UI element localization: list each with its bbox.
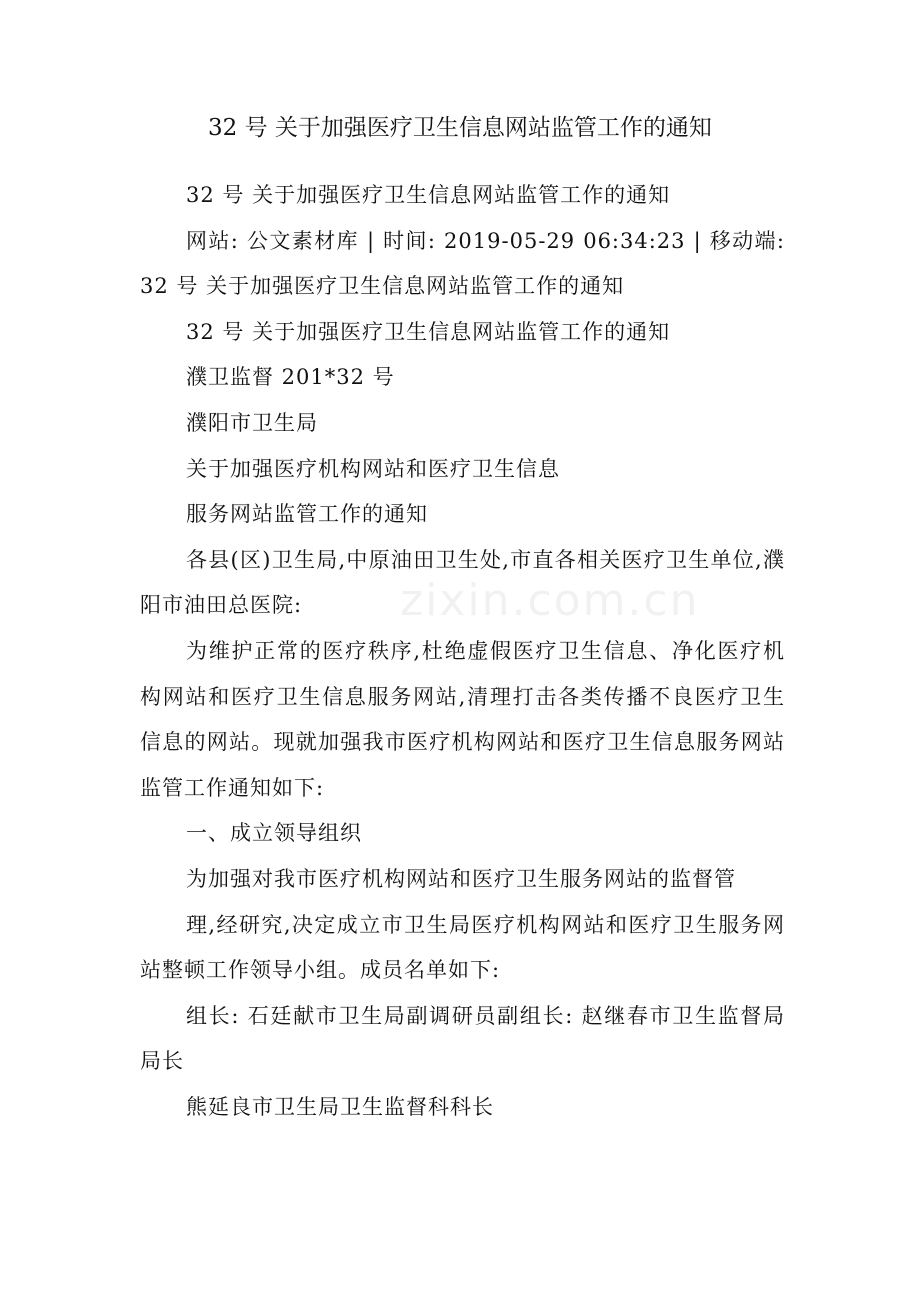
paragraph-subject-line-1: 关于加强医疗机构网站和医疗卫生信息 — [186, 456, 560, 481]
paragraph-member: 熊延良市卫生局卫生监督科科长 — [186, 1094, 494, 1119]
document-title: 32 号 关于加强医疗卫生信息网站监管工作的通知 — [208, 115, 712, 141]
paragraph-issuer: 濮阳市卫生局 — [186, 410, 318, 435]
section-heading-leadership: 一、成立领导组织 — [186, 821, 362, 846]
paragraph-heading-repeat: 32 号 关于加强医疗卫生信息网站监管工作的通知 — [186, 183, 671, 207]
paragraph-recipients: 各县(区)卫生局,中原油田卫生处,市直各相关医疗卫生单位,濮阳市油田总医院: — [140, 547, 785, 618]
paragraph-document-number: 濮卫监督 201*32 号 — [186, 365, 395, 390]
watermark: zixin.com.cn — [400, 575, 700, 626]
paragraph-leadership-intro: 为加强对我市医疗机构网站和医疗卫生服务网站的监督管 — [186, 866, 736, 891]
paragraph-leaders: 组长: 石廷献市卫生局副调研员副组长: 赵继春市卫生监督局局长 — [140, 1003, 785, 1074]
paragraph-leadership-decision: 理,经研究,决定成立市卫生局医疗机构网站和医疗卫生服务网站整顿工作领导小组。成员名单如下: — [140, 912, 785, 983]
document-body — [140, 173, 785, 1130]
paragraph-subject-line-2: 服务网站监管工作的通知 — [186, 502, 428, 527]
paragraph-source-info: 网站: 公文素材库 | 时间: 2019-05-29 06:34:23 | 移动端: 32 号 关于加强医疗卫生信息网站监管工作的通知 — [140, 228, 785, 299]
paragraph-heading-repeat-2: 32 号 关于加强医疗卫生信息网站监管工作的通知 — [186, 319, 671, 344]
paragraph-purpose: 为维护正常的医疗秩序,杜绝虚假医疗卫生信息、净化医疗机构网站和医疗卫生信息服务网站,清理打击各类传播不良医疗卫生信息的网站。现就加强我市医疗机构网站和医疗卫生信息服务网站监管工作通知如下: — [140, 638, 785, 800]
